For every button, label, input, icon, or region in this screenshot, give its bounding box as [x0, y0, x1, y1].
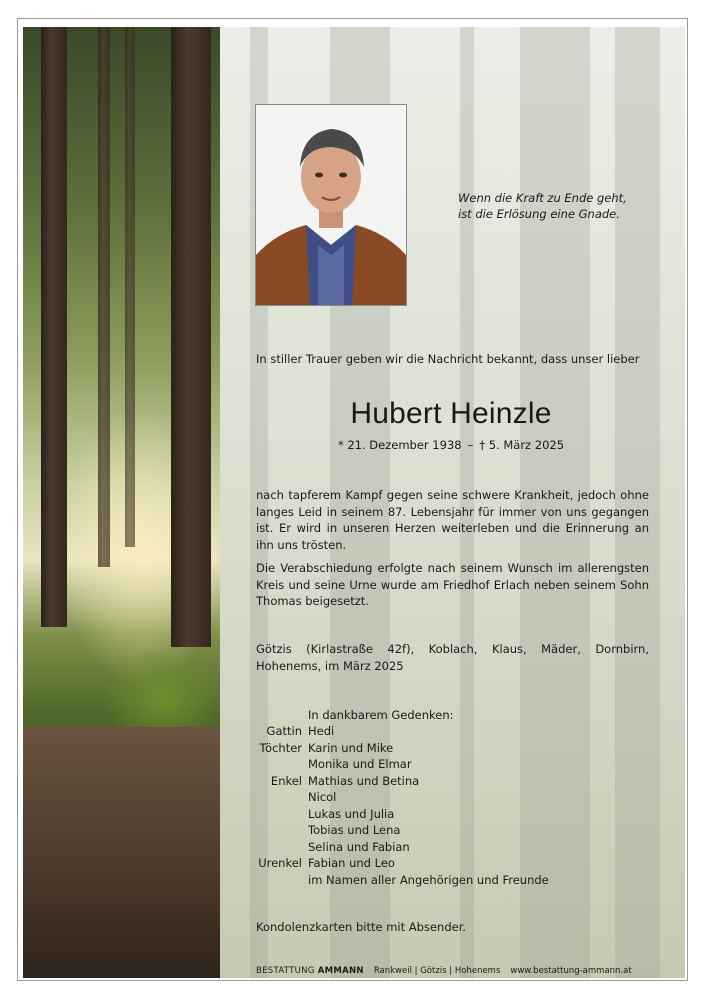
family-names: Hedi: [308, 724, 335, 738]
funeral-home-logo: BESTATTUNG AMMANN: [256, 966, 364, 976]
family-role: [252, 872, 308, 889]
paragraph-farewell: Die Verabschiedung erfolgte nach seinem Wunsch im allerengsten Kreis und seine Urne wurde am Friedhof Erlach neben seinem Sohn Thomas beigesetzt.: [256, 561, 649, 608]
forest-photo: [23, 27, 220, 978]
family-row: [252, 789, 612, 806]
family-role: [252, 789, 308, 806]
family-row: [252, 756, 612, 773]
family-names: Karin und Mike: [308, 740, 394, 755]
intro-text: In stiller Trauer geben wir die Nachricht bekannt, dass unser lieber: [256, 352, 640, 366]
family-role: Urenkel: [258, 856, 302, 870]
quote-line-2: ist die Erlösung eine Gnade.: [458, 207, 620, 221]
funeral-home-website[interactable]: www.bestattung-ammann.at: [510, 966, 632, 976]
date-separator: –: [467, 438, 474, 452]
family-names: im Namen aller Angehörigen und Freunde: [308, 872, 549, 887]
family-role: Töchter: [259, 740, 302, 755]
family-row: [252, 822, 612, 839]
family-names: Lukas und Julia: [308, 806, 395, 821]
funeral-home-footer: [256, 965, 632, 977]
family-row: [252, 723, 612, 740]
family-role: [252, 839, 308, 856]
family-names: Nicol: [308, 790, 337, 804]
condolence-note: Kondolenzkarten bitte mit Absender.: [256, 920, 467, 934]
quote-line-1: Wenn die Kraft zu Ende geht,: [458, 191, 627, 205]
life-dates: [256, 437, 646, 453]
family-row: [252, 773, 612, 790]
family-names: Mathias und Betina: [308, 773, 420, 788]
paragraph-passing: nach tapferem Kampf gegen seine schwere Krankheit, jedoch ohne langes Leid in seinem 87. Lebensjahr für immer von uns gegangen ist. Er wird in unseren Herzen weiterleben und die Erinnerung an ihn uns trösten.: [256, 488, 649, 552]
family-row: [252, 839, 612, 856]
family-names: Selina und Fabian: [308, 839, 410, 854]
birth-date: * 21. Dezember 1938: [337, 438, 462, 452]
family-row: [252, 872, 612, 889]
memorial-quote: [458, 190, 658, 222]
family-row: [252, 806, 612, 823]
family-role: Gattin: [266, 724, 302, 738]
family-role: Enkel: [270, 773, 302, 788]
thanks-line: In dankbarem Gedenken:: [308, 708, 454, 722]
portrait-photo: [255, 104, 407, 306]
family-row: [252, 740, 612, 757]
family-row: [252, 855, 612, 872]
family-names: Tobias und Lena: [308, 823, 401, 837]
family-list: [252, 723, 612, 888]
family-role: [252, 822, 308, 839]
funeral-home-locations: Rankweil | Götzis | Hohenems: [373, 966, 501, 976]
deceased-name: Hubert Heinzle: [350, 397, 552, 430]
family-names: Monika und Elmar: [308, 757, 412, 771]
family-names: Fabian und Leo: [308, 856, 395, 870]
paragraph-places-date: Götzis (Kirlastraße 42f), Koblach, Klaus, Mäder, Dornbirn, Hohenems, im März 2025: [256, 642, 649, 673]
family-role: [252, 806, 308, 823]
family-role: [252, 756, 308, 773]
death-date: † 5. März 2025: [479, 438, 565, 452]
